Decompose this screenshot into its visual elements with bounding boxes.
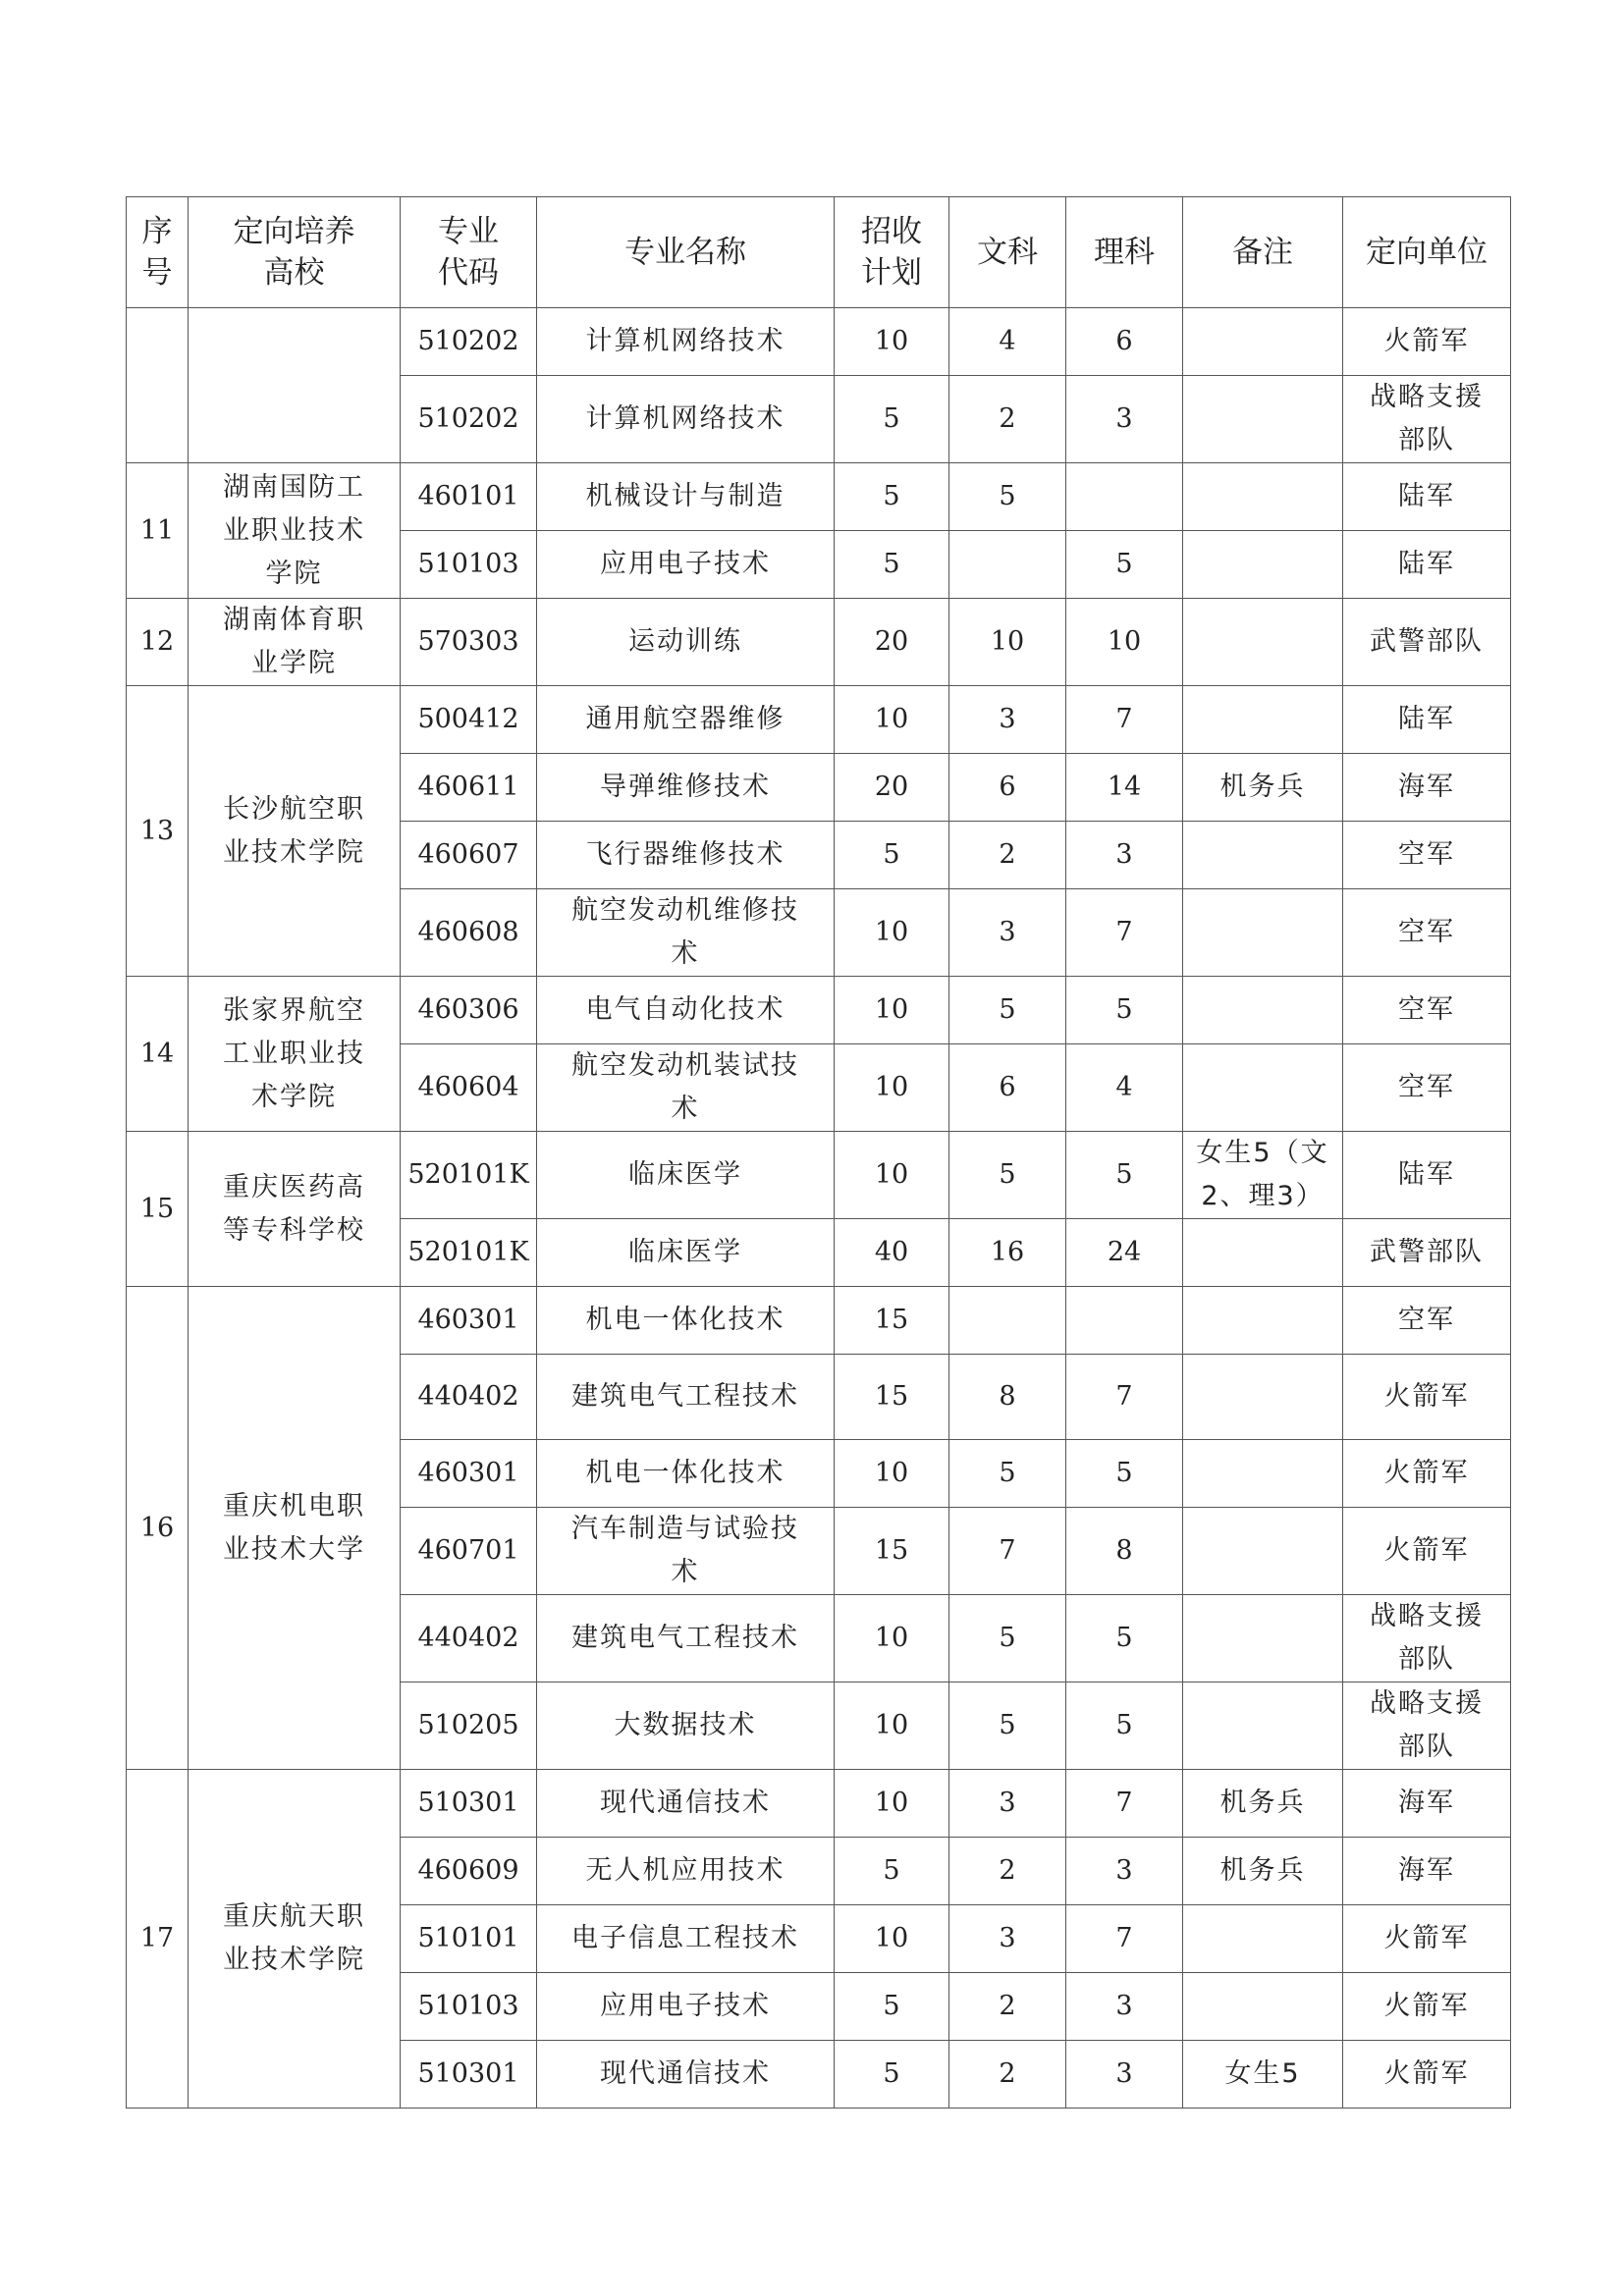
cell-seq: 12: [127, 599, 189, 686]
cell-school: [189, 599, 401, 686]
cell-note: [1183, 1905, 1343, 1973]
unit-text: 火箭军: [1383, 1458, 1470, 1488]
unit-text: 战略支援部队: [1370, 1601, 1484, 1675]
unit-text: 空军: [1398, 1072, 1455, 1102]
note-text: 女生5: [1224, 2058, 1301, 2089]
cell-plan: 10: [835, 1044, 949, 1132]
cell-note: [1183, 1770, 1343, 1838]
cell-note: [1183, 1595, 1343, 1682]
cell-plan: 15: [835, 1508, 949, 1595]
cell-plan: 10: [835, 1132, 949, 1219]
unit-text: 空军: [1398, 917, 1455, 947]
cell-plan: 5: [835, 376, 949, 463]
table-row: [127, 977, 1511, 1044]
cell-plan: 5: [835, 531, 949, 599]
school-name: 张家界航空工业职业技术学院: [223, 994, 365, 1112]
cell-code: 510103: [401, 1973, 537, 2041]
major-text: 现代通信技术: [600, 2058, 771, 2089]
cell-note: [1183, 376, 1343, 463]
unit-text: 陆军: [1398, 549, 1455, 579]
cell-code: 460101: [401, 463, 537, 531]
cell-code: 510202: [401, 308, 537, 376]
cell-school: [189, 463, 401, 599]
cell-code: 440402: [401, 1355, 537, 1440]
cell-wen: 2: [949, 1838, 1066, 1905]
cell-code: 500412: [401, 686, 537, 754]
cell-major: [537, 1440, 835, 1508]
major-text: 建筑电气工程技术: [571, 1623, 799, 1653]
cell-unit: [1343, 1508, 1511, 1595]
cell-major: [537, 1682, 835, 1770]
cell-unit: [1343, 889, 1511, 977]
cell-note: [1183, 1682, 1343, 1770]
cell-unit: [1343, 376, 1511, 463]
unit-text: 战略支援部队: [1370, 382, 1484, 455]
major-text: 计算机网络技术: [585, 326, 785, 356]
cell-code: 460301: [401, 1287, 537, 1355]
cell-unit: [1343, 1287, 1511, 1355]
cell-plan: 15: [835, 1287, 949, 1355]
unit-text: 陆军: [1398, 704, 1455, 734]
cell-code: 510205: [401, 1682, 537, 1770]
header-plan: 招收 计划: [835, 197, 949, 308]
cell-unit: [1343, 977, 1511, 1044]
cell-wen: 3: [949, 889, 1066, 977]
cell-seq: 16: [127, 1287, 189, 1770]
cell-code: 520101K: [401, 1132, 537, 1219]
cell-major: [537, 463, 835, 531]
cell-unit: [1343, 1132, 1511, 1219]
header-row: [127, 197, 1511, 308]
unit-text: 陆军: [1398, 481, 1455, 511]
cell-wen: 5: [949, 1132, 1066, 1219]
major-text: 应用电子技术: [600, 549, 771, 579]
cell-code: 460306: [401, 977, 537, 1044]
cell-note: [1183, 889, 1343, 977]
major-text: 电气自动化技术: [585, 994, 785, 1025]
major-text: 汽车制造与试验技术: [571, 1514, 799, 1587]
cell-plan: 10: [835, 1770, 949, 1838]
unit-text: 空军: [1398, 839, 1455, 870]
cell-school: [189, 1770, 401, 2109]
cell-unit: [1343, 754, 1511, 822]
cell-code: 440402: [401, 1595, 537, 1682]
cell-li: 6: [1066, 308, 1183, 376]
cell-wen: 2: [949, 2041, 1066, 2109]
cell-code: 570303: [401, 599, 537, 686]
unit-text: 空军: [1398, 994, 1455, 1025]
cell-note: [1183, 599, 1343, 686]
unit-text: 火箭军: [1383, 1923, 1470, 1953]
cell-unit: [1343, 531, 1511, 599]
cell-li: 3: [1066, 376, 1183, 463]
cell-code: 460301: [401, 1440, 537, 1508]
cell-unit: [1343, 822, 1511, 889]
cell-li: 8: [1066, 1508, 1183, 1595]
cell-note: [1183, 308, 1343, 376]
note-text: 机务兵: [1219, 1855, 1306, 1886]
cell-plan: 5: [835, 2041, 949, 2109]
cell-plan: 5: [835, 463, 949, 531]
cell-plan: 40: [835, 1219, 949, 1287]
note-text: 女生5（文2、理3）: [1196, 1138, 1329, 1211]
school-name: 长沙航空职业技术学院: [223, 793, 365, 868]
cell-wen: [949, 1287, 1066, 1355]
header-school: 定向培养 高校: [189, 197, 401, 308]
cell-code: 460608: [401, 889, 537, 977]
cell-li: 14: [1066, 754, 1183, 822]
cell-note: [1183, 754, 1343, 822]
table-row: [127, 1132, 1511, 1219]
cell-li: 7: [1066, 1770, 1183, 1838]
cell-note: [1183, 1132, 1343, 1219]
unit-text: 武警部队: [1370, 1237, 1484, 1267]
cell-unit: [1343, 463, 1511, 531]
unit-text: 火箭军: [1383, 2058, 1470, 2089]
cell-wen: 5: [949, 1440, 1066, 1508]
cell-major: [537, 376, 835, 463]
cell-major: [537, 686, 835, 754]
cell-seq: 13: [127, 686, 189, 977]
cell-li: 10: [1066, 599, 1183, 686]
cell-code: 510301: [401, 1770, 537, 1838]
cell-li: 5: [1066, 1132, 1183, 1219]
note-text: 机务兵: [1219, 772, 1306, 802]
cell-note: [1183, 1044, 1343, 1132]
cell-seq: [127, 308, 189, 463]
header-code: 专业 代码: [401, 197, 537, 308]
cell-major: [537, 1770, 835, 1838]
unit-text: 火箭军: [1383, 1535, 1470, 1566]
major-text: 机械设计与制造: [585, 481, 785, 511]
cell-unit: [1343, 686, 1511, 754]
cell-wen: 5: [949, 463, 1066, 531]
unit-text: 空军: [1398, 1305, 1455, 1335]
cell-wen: 5: [949, 1595, 1066, 1682]
cell-major: [537, 1287, 835, 1355]
major-text: 航空发动机维修技术: [571, 895, 799, 969]
cell-note: [1183, 1973, 1343, 2041]
cell-unit: [1343, 1973, 1511, 2041]
cell-note: [1183, 822, 1343, 889]
cell-note: [1183, 1440, 1343, 1508]
cell-unit: [1343, 1770, 1511, 1838]
table-row: [127, 1770, 1511, 1838]
cell-wen: 16: [949, 1219, 1066, 1287]
table-row: [127, 1287, 1511, 1355]
cell-wen: 2: [949, 822, 1066, 889]
cell-wen: 6: [949, 754, 1066, 822]
major-text: 临床医学: [628, 1237, 742, 1267]
cell-unit: [1343, 1905, 1511, 1973]
school-name: 重庆航天职业技术学院: [223, 1901, 365, 1975]
cell-li: 7: [1066, 1355, 1183, 1440]
table-body: [127, 308, 1511, 2109]
cell-code: 460609: [401, 1838, 537, 1905]
major-text: 计算机网络技术: [585, 403, 785, 434]
cell-code: 460701: [401, 1508, 537, 1595]
table-row: [127, 599, 1511, 686]
school-name: 重庆医药高等专科学校: [223, 1171, 365, 1246]
cell-major: [537, 1044, 835, 1132]
cell-unit: [1343, 2041, 1511, 2109]
major-text: 飞行器维修技术: [585, 839, 785, 870]
cell-wen: 2: [949, 1973, 1066, 2041]
cell-plan: 5: [835, 822, 949, 889]
cell-li: 3: [1066, 822, 1183, 889]
major-text: 导弹维修技术: [600, 772, 771, 802]
cell-note: [1183, 1219, 1343, 1287]
cell-li: 3: [1066, 1973, 1183, 2041]
major-text: 通用航空器维修: [585, 704, 785, 734]
cell-major: [537, 889, 835, 977]
table-row: [127, 686, 1511, 754]
cell-major: [537, 1905, 835, 1973]
cell-major: [537, 1595, 835, 1682]
cell-seq: 14: [127, 977, 189, 1132]
header-seq: 序 号: [127, 197, 189, 308]
cell-note: [1183, 1287, 1343, 1355]
cell-li: 5: [1066, 531, 1183, 599]
cell-unit: [1343, 1355, 1511, 1440]
major-text: 现代通信技术: [600, 1788, 771, 1818]
cell-wen: 5: [949, 1682, 1066, 1770]
school-name: 湖南国防工业职业技术学院: [223, 471, 365, 589]
cell-code: 510103: [401, 531, 537, 599]
cell-seq: 11: [127, 463, 189, 599]
cell-plan: 10: [835, 1682, 949, 1770]
note-text: 机务兵: [1219, 1788, 1306, 1818]
unit-text: 火箭军: [1383, 326, 1470, 356]
cell-note: [1183, 2041, 1343, 2109]
cell-code: 520101K: [401, 1219, 537, 1287]
header-li: 理科: [1066, 197, 1183, 308]
cell-school: [189, 977, 401, 1132]
cell-major: [537, 1355, 835, 1440]
cell-plan: 10: [835, 1595, 949, 1682]
cell-li: 4: [1066, 1044, 1183, 1132]
major-text: 电子信息工程技术: [571, 1923, 799, 1953]
cell-school: [189, 1132, 401, 1287]
cell-li: 7: [1066, 686, 1183, 754]
cell-unit: [1343, 1219, 1511, 1287]
cell-code: 510301: [401, 2041, 537, 2109]
cell-wen: 6: [949, 1044, 1066, 1132]
cell-seq: 17: [127, 1770, 189, 2109]
cell-major: [537, 822, 835, 889]
cell-wen: [949, 531, 1066, 599]
table-row: [127, 308, 1511, 376]
cell-wen: 3: [949, 1905, 1066, 1973]
header-major: 专业名称: [537, 197, 835, 308]
cell-school: [189, 308, 401, 463]
cell-wen: 4: [949, 308, 1066, 376]
cell-wen: 3: [949, 686, 1066, 754]
cell-major: [537, 1973, 835, 2041]
major-text: 运动训练: [628, 626, 742, 657]
cell-code: 510101: [401, 1905, 537, 1973]
unit-text: 武警部队: [1370, 626, 1484, 657]
cell-note: [1183, 463, 1343, 531]
cell-code: 460607: [401, 822, 537, 889]
cell-school: [189, 686, 401, 977]
cell-li: [1066, 1287, 1183, 1355]
cell-unit: [1343, 1838, 1511, 1905]
table-row: [127, 463, 1511, 531]
cell-note: [1183, 1355, 1343, 1440]
cell-plan: 10: [835, 1905, 949, 1973]
header-note: 备注: [1183, 197, 1343, 308]
cell-plan: 5: [835, 1838, 949, 1905]
cell-school: [189, 1287, 401, 1770]
cell-major: [537, 531, 835, 599]
major-text: 临床医学: [628, 1159, 742, 1190]
major-text: 无人机应用技术: [585, 1855, 785, 1886]
cell-seq: 15: [127, 1132, 189, 1287]
cell-major: [537, 977, 835, 1044]
cell-major: [537, 308, 835, 376]
cell-wen: 7: [949, 1508, 1066, 1595]
cell-li: 5: [1066, 977, 1183, 1044]
cell-major: [537, 1132, 835, 1219]
major-text: 机电一体化技术: [585, 1458, 785, 1488]
unit-text: 海军: [1398, 1855, 1455, 1886]
unit-text: 火箭军: [1383, 1991, 1470, 2021]
cell-plan: 10: [835, 889, 949, 977]
cell-major: [537, 2041, 835, 2109]
unit-text: 海军: [1398, 772, 1455, 802]
cell-unit: [1343, 308, 1511, 376]
cell-wen: 5: [949, 977, 1066, 1044]
cell-wen: 2: [949, 376, 1066, 463]
cell-code: 510202: [401, 376, 537, 463]
cell-li: 7: [1066, 889, 1183, 977]
cell-li: 3: [1066, 2041, 1183, 2109]
major-text: 建筑电气工程技术: [571, 1381, 799, 1412]
cell-li: [1066, 463, 1183, 531]
cell-note: [1183, 686, 1343, 754]
cell-plan: 10: [835, 977, 949, 1044]
cell-wen: 10: [949, 599, 1066, 686]
cell-major: [537, 1838, 835, 1905]
cell-unit: [1343, 1044, 1511, 1132]
cell-code: 460604: [401, 1044, 537, 1132]
cell-wen: 3: [949, 1770, 1066, 1838]
cell-plan: 5: [835, 1973, 949, 2041]
cell-li: 3: [1066, 1838, 1183, 1905]
cell-unit: [1343, 599, 1511, 686]
major-text: 机电一体化技术: [585, 1305, 785, 1335]
cell-major: [537, 1219, 835, 1287]
major-text: 航空发动机装试技术: [571, 1050, 799, 1124]
cell-code: 460611: [401, 754, 537, 822]
header-wen: 文科: [949, 197, 1066, 308]
cell-unit: [1343, 1682, 1511, 1770]
school-name: 重庆机电职业技术大学: [223, 1490, 365, 1565]
unit-text: 火箭军: [1383, 1381, 1470, 1412]
cell-li: 5: [1066, 1595, 1183, 1682]
cell-major: [537, 599, 835, 686]
unit-text: 战略支援部队: [1370, 1688, 1484, 1762]
cell-note: [1183, 531, 1343, 599]
unit-text: 陆军: [1398, 1159, 1455, 1190]
major-text: 大数据技术: [614, 1710, 757, 1740]
cell-major: [537, 1508, 835, 1595]
major-text: 应用电子技术: [600, 1991, 771, 2021]
header-unit: 定向单位: [1343, 197, 1511, 308]
cell-note: [1183, 1838, 1343, 1905]
cell-note: [1183, 977, 1343, 1044]
cell-li: 24: [1066, 1219, 1183, 1287]
cell-plan: 10: [835, 1440, 949, 1508]
cell-li: 5: [1066, 1682, 1183, 1770]
cell-plan: 20: [835, 599, 949, 686]
cell-plan: 20: [835, 754, 949, 822]
cell-li: 5: [1066, 1440, 1183, 1508]
enrollment-table: [126, 196, 1511, 2109]
cell-wen: 8: [949, 1355, 1066, 1440]
cell-unit: [1343, 1595, 1511, 1682]
cell-plan: 15: [835, 1355, 949, 1440]
cell-li: 7: [1066, 1905, 1183, 1973]
school-name: 湖南体育职业学院: [223, 605, 365, 678]
cell-major: [537, 754, 835, 822]
unit-text: 海军: [1398, 1788, 1455, 1818]
cell-note: [1183, 1508, 1343, 1595]
cell-plan: 10: [835, 686, 949, 754]
cell-unit: [1343, 1440, 1511, 1508]
cell-plan: 10: [835, 308, 949, 376]
